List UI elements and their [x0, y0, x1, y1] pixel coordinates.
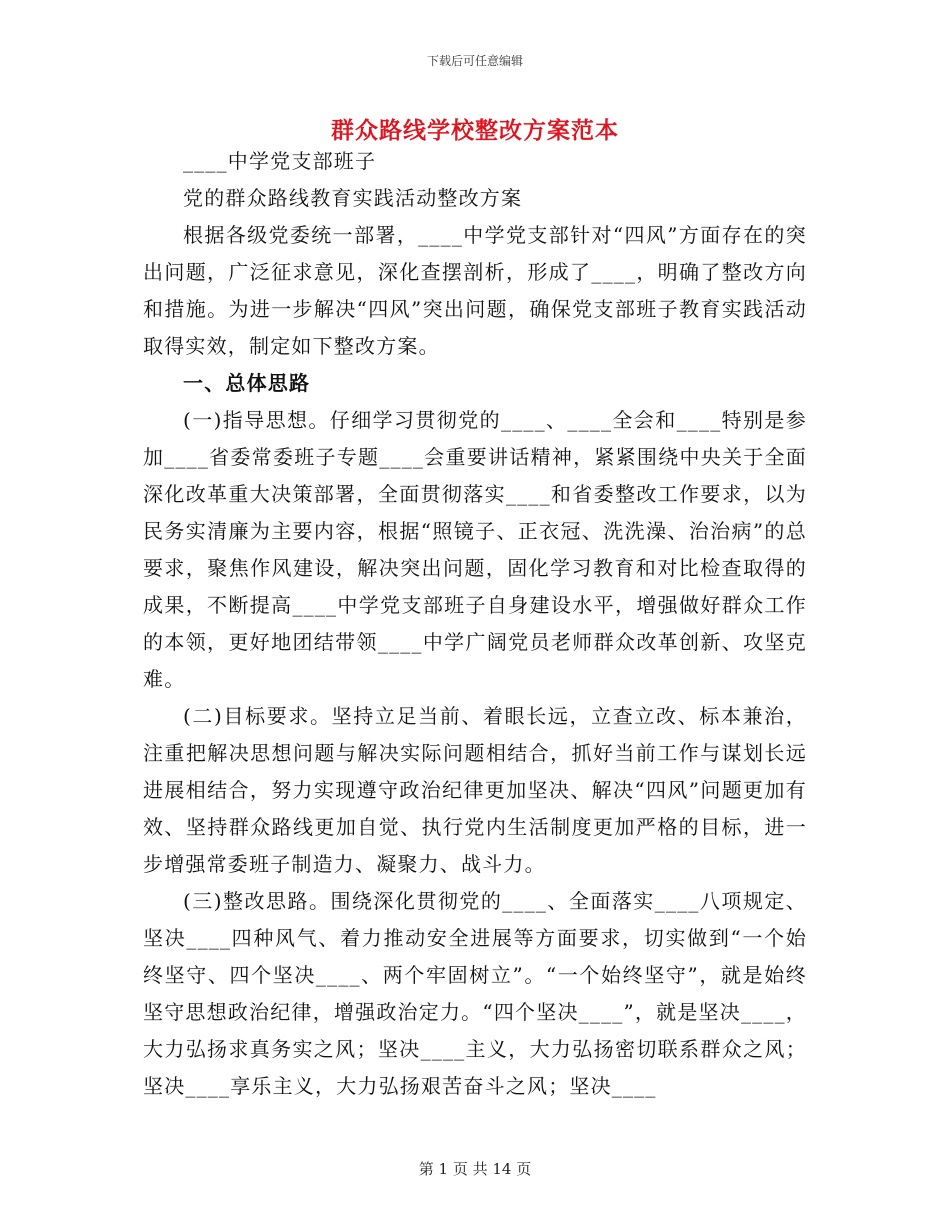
paragraph-rectification-ideas: (三)整改思路。围绕深化贯彻党的____、全面落实____八项规定、坚决____四种风气、着力推动安全进展等方面要求，切实做到“一个始终坚守、四个坚决____、两个牢固树立”。“一个始终坚守”，就是始终坚守思想政治纪律，增强政治定力。“四个坚决____”，就是坚决____，大力弘扬求真务实之风；坚决____主义，大力弘扬密切联系群众之风；坚决____享乐主义，大力弘扬艰苦奋斗之风；坚决____ [143, 889, 807, 1098]
paragraph-goals: (二)目标要求。坚持立足当前、着眼长远，立查立改、标本兼治，注重把解决思想问题与解决实际问题相结合，抓好当前工作与谋划长远进展相结合，努力实现遵守政治纪律更加坚决、解决“四风”问题更加有效、坚持群众路线更加自觉、执行党内生活制度更加严格的目标，进一步增强常委班子制造力、凝聚力、战斗力。 [143, 704, 807, 876]
page-number: 第 1 页 共 14 页 [418, 1160, 532, 1178]
subtitle-line-2: 党的群众路线教育实践活动整改方案 [183, 186, 523, 210]
page-header-note: 下载后可任意编辑 [426, 54, 523, 68]
paragraph-guiding-ideology: (一)指导思想。仔细学习贯彻党的____、____全会和____特别是参加____省委常委班子专题____会重要讲话精神，紧紧围绕中央关于全面深化改革重大决策部署，全面贯彻落实____和省委整改工作要求，以为民务实清廉为主要内容，根据“照镜子、正衣冠、洗洗澡、治治病”的总要求，聚焦作风建设，解决突出问题，固化学习教育和对比检查取得的成果，不断提高____中学党支部班子自身建设水平，增强做好群众工作的本领，更好地团结带领____中学广阔党员老师群众改革创新、攻坚克难。 [143, 408, 807, 691]
section-heading: 一、总体思路 [183, 371, 311, 395]
intro-paragraph: 根据各级党委统一部署，____中学党支部针对“四风”方面存在的突出问题，广泛征求意见，深化查摆剖析，形成了____，明确了整改方向和措施。为进一步解决“四风”突出问题，确保党支部班子教育实践活动取得实效，制定如下整改方案。 [143, 223, 807, 358]
document-title: 群众路线学校整改方案范本 [331, 117, 619, 144]
subtitle-line-1: ____中学党支部班子 [183, 149, 377, 173]
document-body [143, 143, 807, 1105]
